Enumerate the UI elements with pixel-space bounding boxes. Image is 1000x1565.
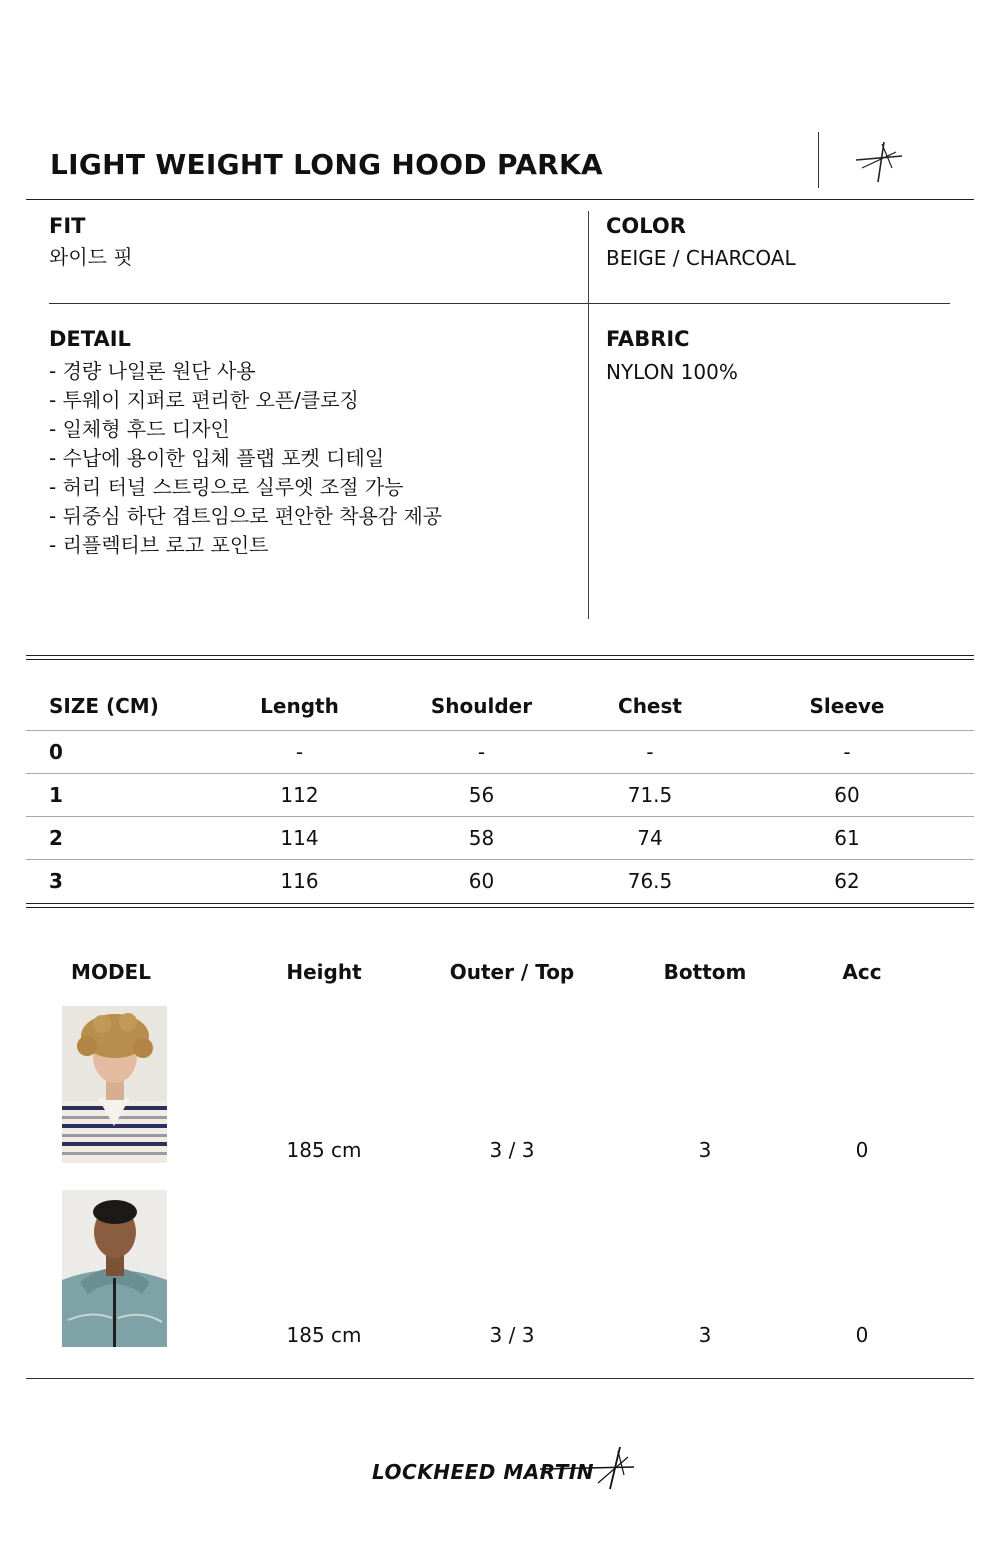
model-acc: 0	[855, 1323, 869, 1347]
fit-label: FIT	[49, 214, 86, 238]
detail-item: - 수납에 용이한 입체 플랩 포켓 디테일	[49, 446, 385, 470]
shoulder-header: Shoulder	[383, 683, 580, 730]
size-table-bottom-rule	[26, 903, 974, 908]
size-cell: 0	[26, 730, 216, 773]
shoulder-cell: 60	[468, 868, 495, 893]
fabric-label: FABRIC	[606, 327, 690, 351]
chest-cell: 71.5	[580, 773, 720, 816]
sleeve-cell: 61	[720, 816, 974, 859]
model-bottom: 3	[698, 1323, 712, 1347]
chest-header: Chest	[580, 683, 720, 730]
color-value: BEIGE / CHARCOAL	[606, 246, 796, 270]
header-divider	[818, 132, 819, 188]
acc-header: Acc	[842, 960, 882, 984]
chest-cell: 76.5	[627, 868, 673, 893]
length-cell: 116	[280, 868, 319, 893]
info-divider	[588, 211, 589, 619]
shoulder-cell: 56	[383, 773, 580, 816]
footer-rule	[26, 1378, 974, 1379]
page-title: LIGHT WEIGHT LONG HOOD PARKA	[50, 148, 604, 181]
detail-item: - 허리 터널 스트링으로 실루엣 조절 가능	[49, 475, 404, 499]
model-acc: 0	[855, 1138, 869, 1162]
length-header: Length	[216, 683, 383, 730]
sleeve-cell: 60	[720, 773, 974, 816]
sleeve-cell: -	[720, 730, 974, 773]
sleeve-cell: 62	[834, 868, 860, 893]
model-outer-top: 3 / 3	[489, 1323, 535, 1347]
model-photo-1	[62, 1006, 167, 1163]
sleeve-header: Sleeve	[720, 683, 974, 730]
chest-cell: -	[580, 730, 720, 773]
model-outer-top: 3 / 3	[489, 1138, 535, 1162]
table-row	[26, 773, 974, 816]
table-row	[26, 816, 974, 859]
length-cell: 112	[216, 773, 383, 816]
size-cell: 1	[26, 773, 216, 816]
model-header: MODEL	[71, 960, 151, 984]
shoulder-cell: 58	[383, 816, 580, 859]
detail-list	[49, 357, 442, 560]
detail-item: - 뒤중심 하단 겹트임으로 편안한 착용감 제공	[49, 504, 443, 528]
detail-item: - 리플렉티브 로고 포인트	[49, 533, 269, 557]
size-table-top-rule	[26, 655, 974, 660]
outer-top-header: Outer / Top	[449, 960, 575, 984]
size-cell: 3	[49, 868, 63, 893]
bottom-header: Bottom	[663, 960, 747, 984]
info-rule	[49, 303, 950, 304]
size-cell: 2	[26, 816, 216, 859]
length-cell: -	[216, 730, 383, 773]
size-table	[26, 683, 974, 902]
height-header: Height	[286, 960, 362, 984]
size-header: SIZE (CM)	[26, 683, 216, 730]
table-row	[26, 730, 974, 773]
brand-logo: LOCKHEED MARTIN	[372, 1460, 595, 1484]
model-photo-2	[62, 1190, 167, 1347]
detail-item: - 투웨이 지퍼로 편리한 오픈/클로징	[49, 388, 359, 412]
model-height: 185 cm	[286, 1323, 362, 1347]
detail-label: DETAIL	[49, 327, 131, 351]
detail-item: - 일체형 후드 디자인	[49, 417, 230, 441]
length-cell: 114	[216, 816, 383, 859]
color-label: COLOR	[606, 214, 686, 238]
size-table-header-row	[26, 683, 974, 730]
header-rule	[26, 199, 974, 200]
shoulder-cell: -	[383, 730, 580, 773]
table-row	[26, 859, 974, 902]
fabric-value: NYLON 100%	[606, 360, 738, 384]
fit-value: 와이드 핏	[49, 245, 133, 269]
model-height: 185 cm	[286, 1138, 362, 1162]
chest-cell: 74	[580, 816, 720, 859]
model-bottom: 3	[698, 1138, 712, 1162]
detail-item: - 경량 나일론 원단 사용	[49, 359, 256, 383]
star-icon	[852, 138, 906, 184]
